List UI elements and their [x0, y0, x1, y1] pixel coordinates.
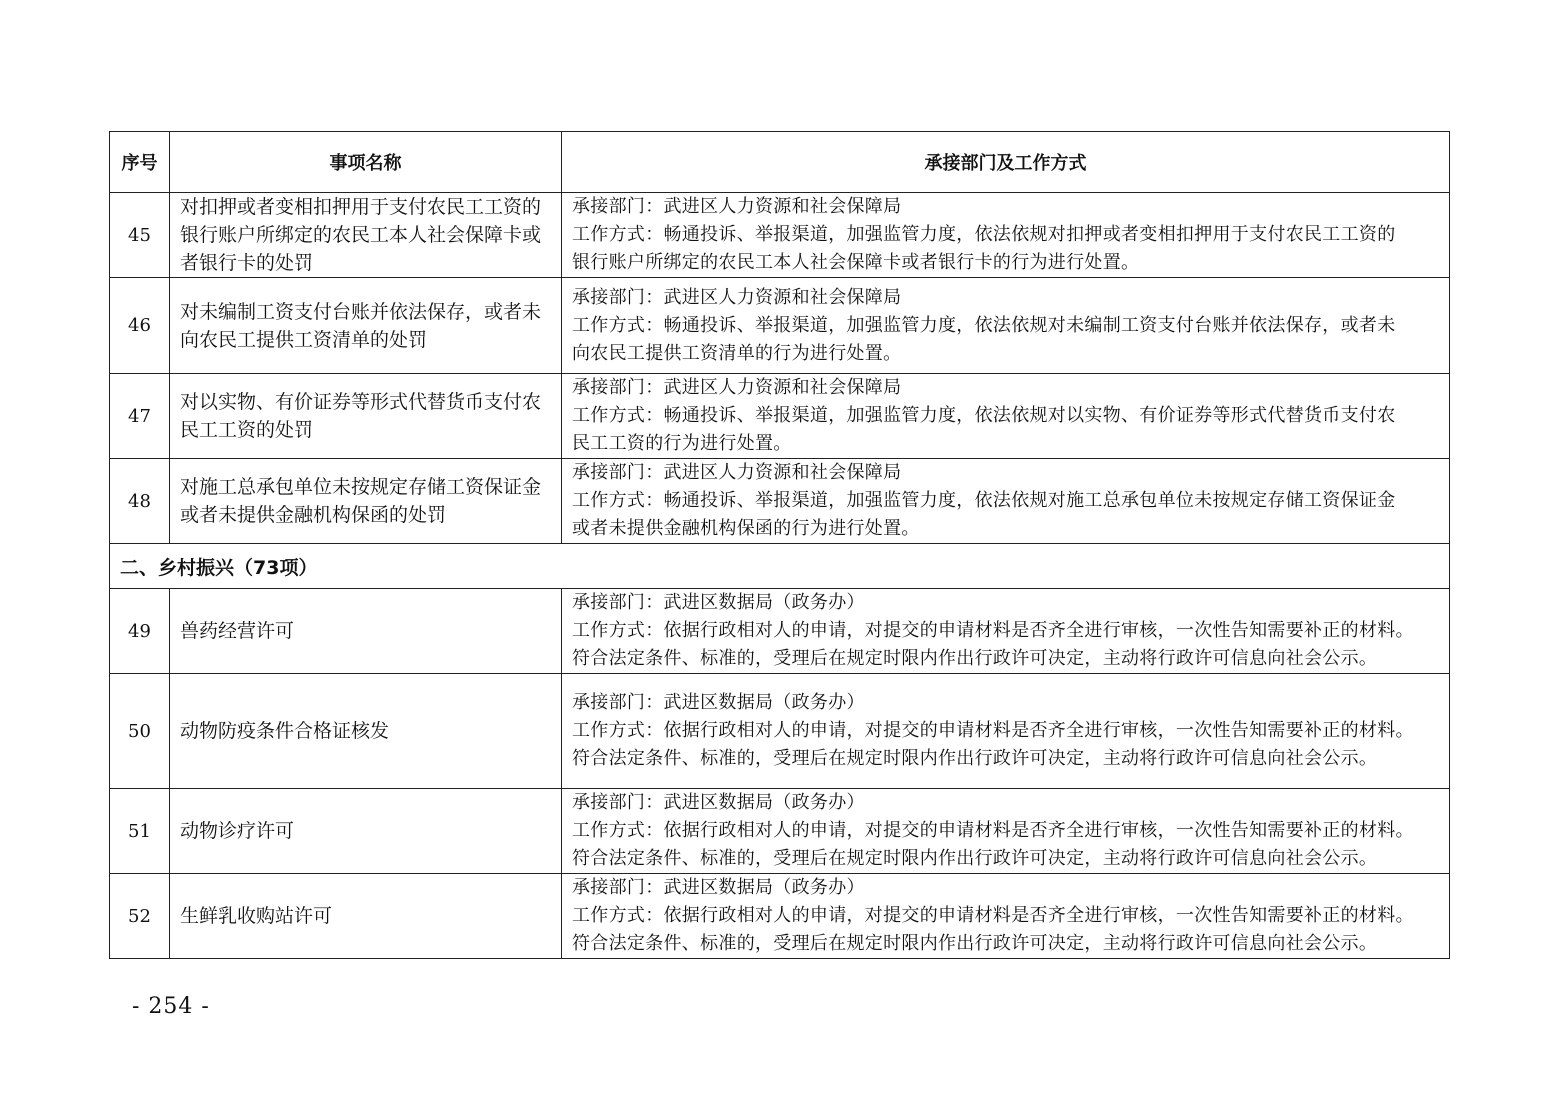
item-name: 动物防疫条件合格证核发 — [170, 674, 562, 789]
row-number: 45 — [110, 193, 170, 278]
dept-line: 承接部门：武进区人力资源和社会保障局 — [572, 196, 902, 217]
method-line: 或者未提供金融机构保函的行为进行处置。 — [572, 518, 920, 539]
row-number: 46 — [110, 278, 170, 374]
section-row — [110, 544, 1450, 589]
work-method — [562, 789, 1450, 874]
header-no: 序号 — [110, 132, 170, 193]
row-number: 52 — [110, 874, 170, 959]
dept-line: 承接部门：武进区人力资源和社会保障局 — [572, 286, 902, 308]
dept-line: 承接部门：武进区人力资源和社会保障局 — [572, 462, 902, 483]
method-line: 工作方式：依据行政相对人的申请，对提交的申请材料是否齐全进行审核，一次性告知需要补正的材料。 — [572, 905, 1414, 926]
page-number: - 254 - — [132, 994, 210, 1019]
table-row — [110, 193, 1450, 278]
method-line: 工作方式：畅通投诉、举报渠道，加强监管力度，依法依规对未编制工资支付台账并依法保存，或者未 — [572, 314, 1396, 336]
method-line: 工作方式：依据行政相对人的申请，对提交的申请材料是否齐全进行审核，一次性告知需要补正的材料。 — [572, 820, 1414, 841]
table-header-row — [110, 132, 1450, 193]
work-method — [562, 193, 1450, 278]
row-number: 48 — [110, 459, 170, 544]
section-title: 二、乡村振兴（73项） — [110, 544, 1450, 589]
item-name: 动物诊疗许可 — [170, 789, 562, 874]
header-dept: 承接部门及工作方式 — [562, 132, 1450, 193]
item-name: 兽药经营许可 — [170, 589, 562, 674]
method-line: 向农民工提供工资清单的行为进行处置。 — [572, 342, 902, 364]
row-number: 49 — [110, 589, 170, 674]
item-name: 生鲜乳收购站许可 — [170, 874, 562, 959]
method-line: 符合法定条件、标准的，受理后在规定时限内作出行政许可决定，主动将行政许可信息向社会公示。 — [572, 933, 1378, 954]
method-line: 符合法定条件、标准的，受理后在规定时限内作出行政许可决定，主动将行政许可信息向社会公示。 — [572, 648, 1378, 669]
item-name: 对施工总承包单位未按规定存储工资保证金或者未提供金融机构保函的处罚 — [170, 459, 562, 544]
work-method — [562, 374, 1450, 459]
method-line: 工作方式：畅通投诉、举报渠道，加强监管力度，依法依规对施工总承包单位未按规定存储工资保证金 — [572, 490, 1396, 511]
work-method — [562, 278, 1450, 374]
dept-line: 承接部门：武进区人力资源和社会保障局 — [572, 377, 902, 398]
row-number: 50 — [110, 674, 170, 789]
method-line: 工作方式：畅通投诉、举报渠道，加强监管力度，依法依规对以实物、有价证券等形式代替货币支付农 — [572, 405, 1396, 426]
row-number: 51 — [110, 789, 170, 874]
method-line: 符合法定条件、标准的，受理后在规定时限内作出行政许可决定，主动将行政许可信息向社会公示。 — [572, 848, 1378, 869]
item-name: 对扣押或者变相扣押用于支付农民工工资的银行账户所绑定的农民工本人社会保障卡或者银行卡的处罚 — [170, 193, 562, 278]
method-line: 银行账户所绑定的农民工本人社会保障卡或者银行卡的行为进行处置。 — [572, 252, 1140, 273]
item-name: 对未编制工资支付台账并依法保存，或者未向农民工提供工资清单的处罚 — [170, 278, 562, 374]
table-row — [110, 374, 1450, 459]
method-line: 工作方式：畅通投诉、举报渠道，加强监管力度，依法依规对扣押或者变相扣押用于支付农民工工资的 — [572, 224, 1396, 245]
method-line: 民工工资的行为进行处置。 — [572, 433, 792, 454]
dept-line: 承接部门：武进区数据局（政务办） — [572, 592, 865, 613]
dept-line: 承接部门：武进区数据局（政务办） — [572, 692, 865, 713]
method-line: 符合法定条件、标准的，受理后在规定时限内作出行政许可决定，主动将行政许可信息向社会公示。 — [572, 748, 1378, 769]
item-name: 对以实物、有价证券等形式代替货币支付农民工工资的处罚 — [170, 374, 562, 459]
work-method — [562, 674, 1450, 789]
row-number: 47 — [110, 374, 170, 459]
method-line: 工作方式：依据行政相对人的申请，对提交的申请材料是否齐全进行审核，一次性告知需要补正的材料。 — [572, 720, 1414, 741]
work-method — [562, 459, 1450, 544]
table-row — [110, 674, 1450, 789]
dept-line: 承接部门：武进区数据局（政务办） — [572, 792, 865, 813]
dept-line: 承接部门：武进区数据局（政务办） — [572, 877, 865, 898]
table-row — [110, 589, 1450, 674]
items-table — [109, 131, 1450, 959]
table-row — [110, 278, 1450, 374]
method-line: 工作方式：依据行政相对人的申请，对提交的申请材料是否齐全进行审核，一次性告知需要补正的材料。 — [572, 620, 1414, 641]
header-name: 事项名称 — [170, 132, 562, 193]
table-row — [110, 789, 1450, 874]
work-method — [562, 874, 1450, 959]
work-method — [562, 589, 1450, 674]
table-row — [110, 874, 1450, 959]
table-row — [110, 459, 1450, 544]
